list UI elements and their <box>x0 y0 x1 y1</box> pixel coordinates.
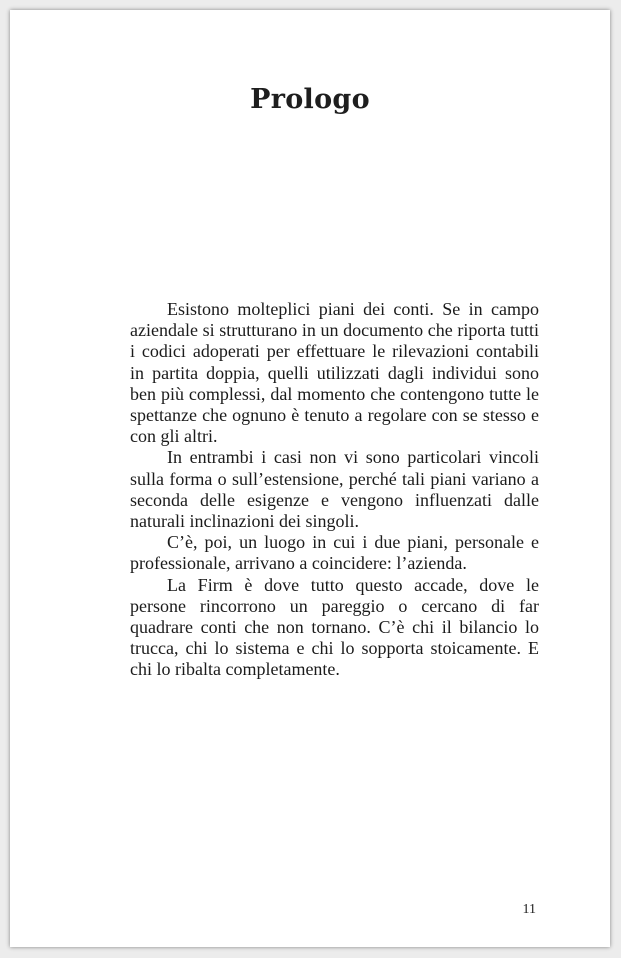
chapter-title: Prologo <box>250 84 370 115</box>
paragraph: La Firm è dove tutto questo accade, dove le persone rincorrono un pareggio o cercano di far quadrare conti che non tornano. C’è chi il bilancio lo trucca, chi lo sistema e chi lo sopporta stoicamente. E chi lo ribalta completamente. <box>130 574 539 680</box>
paragraph: C’è, poi, un luogo in cui i due piani, personale e professionale, arrivano a coincidere: l’azienda. <box>130 532 539 574</box>
book-page <box>10 10 610 947</box>
paragraph: In entrambi i casi non vi sono particolari vincoli sulla forma o sull’estensione, perché tali piani variano a seconda delle esigenze e vengono influenzati dalle naturali inclinazioni dei singoli. <box>130 447 539 532</box>
page-number: 11 <box>522 902 536 917</box>
prologue-body <box>130 299 539 681</box>
paragraph: Esistono molteplici piani dei conti. Se in campo aziendale si strutturano in un documento che riporta tutti i codici adoperati per effettuare le rilevazioni contabili in partita doppia, quelli utilizzati dagli individui sono ben più complessi, dal momento che contengono tutte le spettanze che ognuno è tenuto a regolare con se stesso e con gli altri. <box>130 299 539 447</box>
